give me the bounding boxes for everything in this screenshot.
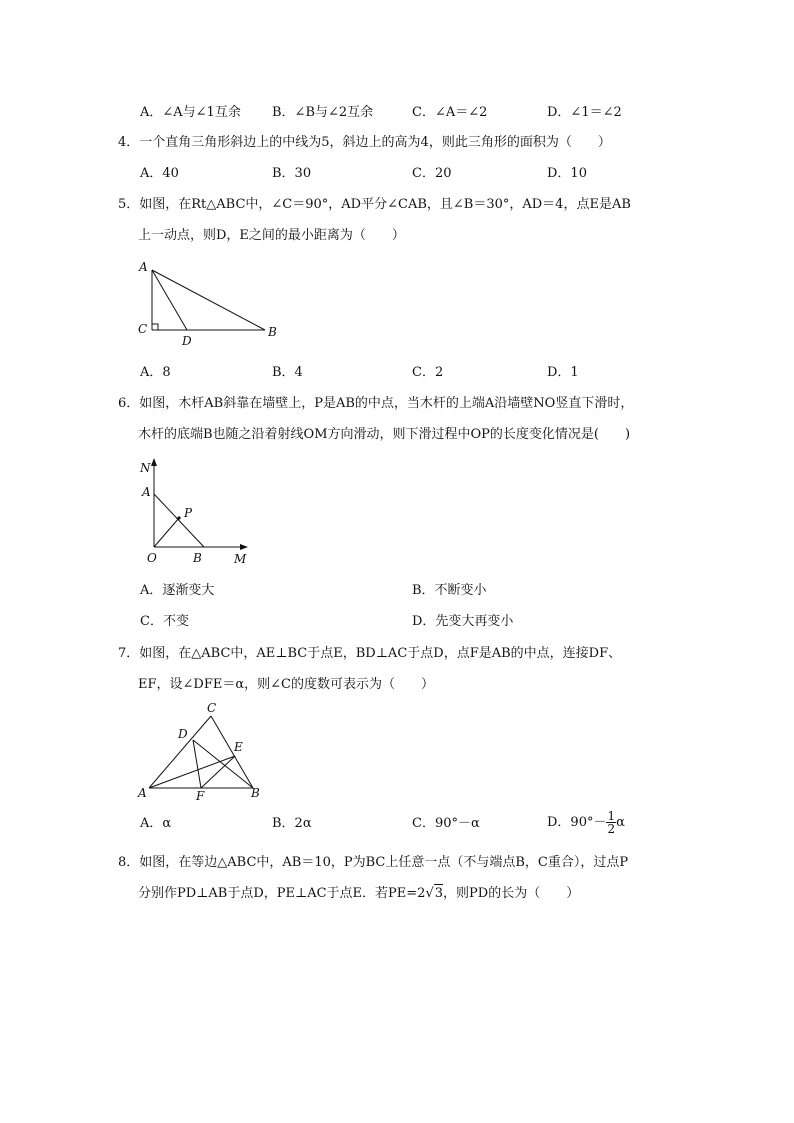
q8-stem-text-a: 分别作PD⊥AB于点D，PE⊥AC于点E．若PE=2	[138, 886, 426, 901]
q5-figure	[132, 258, 292, 353]
q3-option-c: C．∠A＝∠2	[412, 105, 488, 120]
q4-option-c: C．20	[412, 166, 452, 181]
q5-option-c: C．2	[412, 365, 444, 380]
q7-label-c: C	[207, 701, 217, 715]
q6-option-d: D．先变大再变小	[412, 614, 514, 629]
q6-stem-line2: 木杆的底端B也随之沿着射线OM方向滑动，则下滑过程中OP的长度变化情况是( )	[138, 427, 631, 442]
q7-option-d-alpha: α	[616, 815, 625, 830]
q7-label-e: E	[234, 740, 243, 754]
q5-stem-line2: 上一动点，则D，E之间的最小距离为（ ）	[138, 228, 405, 243]
q5-label-b: B	[268, 325, 277, 339]
q5-option-b: B．4	[272, 365, 303, 380]
q6-label-n: N	[140, 461, 151, 475]
q5-stem-line1: 5．如图，在Rt△ABC中，∠C＝90°，AD平分∠CAB，且∠B＝30°，AD＝4，点E是AB	[118, 197, 631, 212]
q4-stem: 4．一个直角三角形斜边上的中线为5，斜边上的高为4，则此三角形的面积为（ ）	[118, 135, 611, 150]
q7-fraction-denominator: 2	[607, 822, 616, 836]
q6-label-o: O	[147, 551, 157, 565]
q6-label-a: A	[142, 485, 151, 499]
q4-option-b: B．30	[272, 166, 312, 181]
q5-label-a: A	[139, 260, 148, 274]
q6-option-b: B．不断变小	[412, 583, 487, 598]
q7-stem-line2: EF，设∠DFE＝α，则∠C的度数可表示为（ ）	[138, 677, 434, 692]
q7-option-b: B．2α	[272, 816, 312, 831]
q6-figure	[138, 456, 268, 576]
q7-option-c: C．90°－α	[412, 816, 480, 831]
q6-option-c: C．不变	[140, 614, 189, 629]
q7-option-d-fraction	[606, 810, 616, 835]
q8-stem-line1: 8．如图，在等边△ABC中，AB＝10，P为BC上任意一点（不与端点B，C重合），过点P	[118, 855, 629, 870]
q3-option-b: B．∠B与∠2互余	[272, 105, 374, 120]
q6-label-m: M	[234, 552, 247, 566]
q8-sqrt-sign: √	[425, 886, 434, 901]
q7-label-b: B	[251, 786, 260, 800]
q7-option-a: A．α	[140, 816, 172, 831]
q7-label-d: D	[178, 727, 188, 741]
q7-figure	[135, 700, 275, 805]
q4-option-d: D．10	[547, 166, 587, 181]
q5-option-d: D．1	[547, 365, 579, 380]
q5-option-a: A．8	[140, 365, 171, 380]
q7-fraction-numerator: 1	[607, 809, 616, 823]
q8-sqrt-radicand: 3	[434, 886, 444, 901]
q7-label-f: F	[196, 789, 205, 803]
q6-label-b: B	[193, 551, 202, 565]
q5-label-c: C	[138, 322, 148, 336]
q4-option-a: A．40	[140, 166, 179, 181]
q3-option-a: A．∠A与∠1互余	[140, 105, 241, 120]
q8-stem-line2	[138, 884, 579, 903]
q7-option-d	[547, 810, 625, 835]
q7-stem-line1: 7．如图，在△ABC中，AE⊥BC于点E，BD⊥AC于点D，点F是AB的中点，连接DF、	[118, 646, 622, 661]
q8-stem-text-b: ，则PD的长为（ ）	[443, 886, 580, 901]
q6-stem-line1: 6．如图，木杆AB斜靠在墙壁上，P是AB的中点，当木杆的上端A沿墙壁NO竖直下滑时，	[118, 396, 634, 411]
q5-label-d: D	[182, 334, 192, 348]
q7-label-a: A	[138, 786, 147, 800]
q7-option-d-text: D．90°－	[547, 815, 607, 830]
q6-option-a: A．逐渐变大	[140, 583, 215, 598]
q6-label-p: P	[184, 506, 193, 520]
q3-option-d: D．∠1＝∠2	[547, 105, 622, 120]
